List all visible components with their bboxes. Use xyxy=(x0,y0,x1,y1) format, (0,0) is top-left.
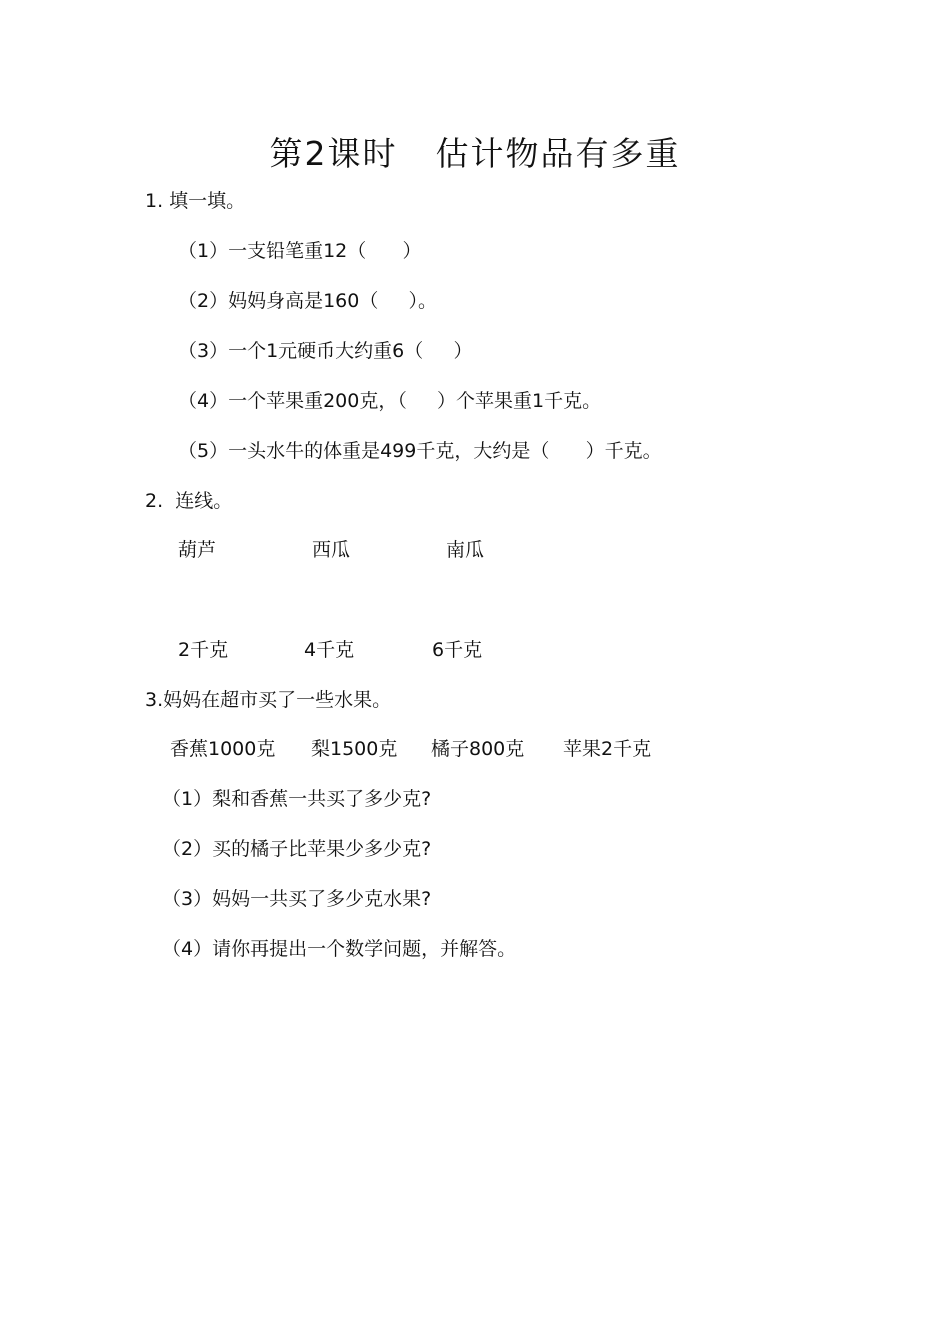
q2-bottom-item: 2千克 xyxy=(178,639,229,661)
q1-item-1: （1）一支铅笔重12（ ） xyxy=(178,240,422,262)
q3-item-1: （1）梨和香蕉一共买了多少克? xyxy=(162,788,432,810)
q3-item-4: （4）请你再提出一个数学问题，并解答。 xyxy=(162,938,517,960)
lesson-number: 第2课时 xyxy=(269,134,398,173)
q2-heading: 2. 连线。 xyxy=(145,490,233,512)
q2-top-item: 南瓜 xyxy=(446,539,485,561)
q3-fruit: 橘子800克 xyxy=(431,738,525,760)
q2-top-item: 西瓜 xyxy=(312,539,351,561)
q1-item-5: （5）一头水牛的体重是499千克，大约是（ ）千克。 xyxy=(178,440,662,462)
q3-item-3: （3）妈妈一共买了多少克水果? xyxy=(162,888,432,910)
q1-heading: 1. 填一填。 xyxy=(145,190,246,212)
q1-item-2: （2）妈妈身高是160（ ）。 xyxy=(178,290,438,312)
page-title xyxy=(0,128,950,175)
lesson-topic: 估计物品有多重 xyxy=(435,134,681,173)
q3-heading: 3.妈妈在超市买了一些水果。 xyxy=(145,689,392,711)
q3-fruit: 苹果2千克 xyxy=(563,738,652,760)
q2-bottom-item: 6千克 xyxy=(432,639,483,661)
q2-bottom-item: 4千克 xyxy=(304,639,355,661)
q2-top-item: 葫芦 xyxy=(178,539,217,561)
q3-fruit: 香蕉1000克 xyxy=(170,738,276,760)
q1-item-3: （3）一个1元硬币大约重6（ ） xyxy=(178,340,473,362)
q3-fruit: 梨1500克 xyxy=(311,738,398,760)
q3-item-2: （2）买的橘子比苹果少多少克? xyxy=(162,838,432,860)
q1-item-4: （4）一个苹果重200克，（ ）个苹果重1千克。 xyxy=(178,390,602,412)
